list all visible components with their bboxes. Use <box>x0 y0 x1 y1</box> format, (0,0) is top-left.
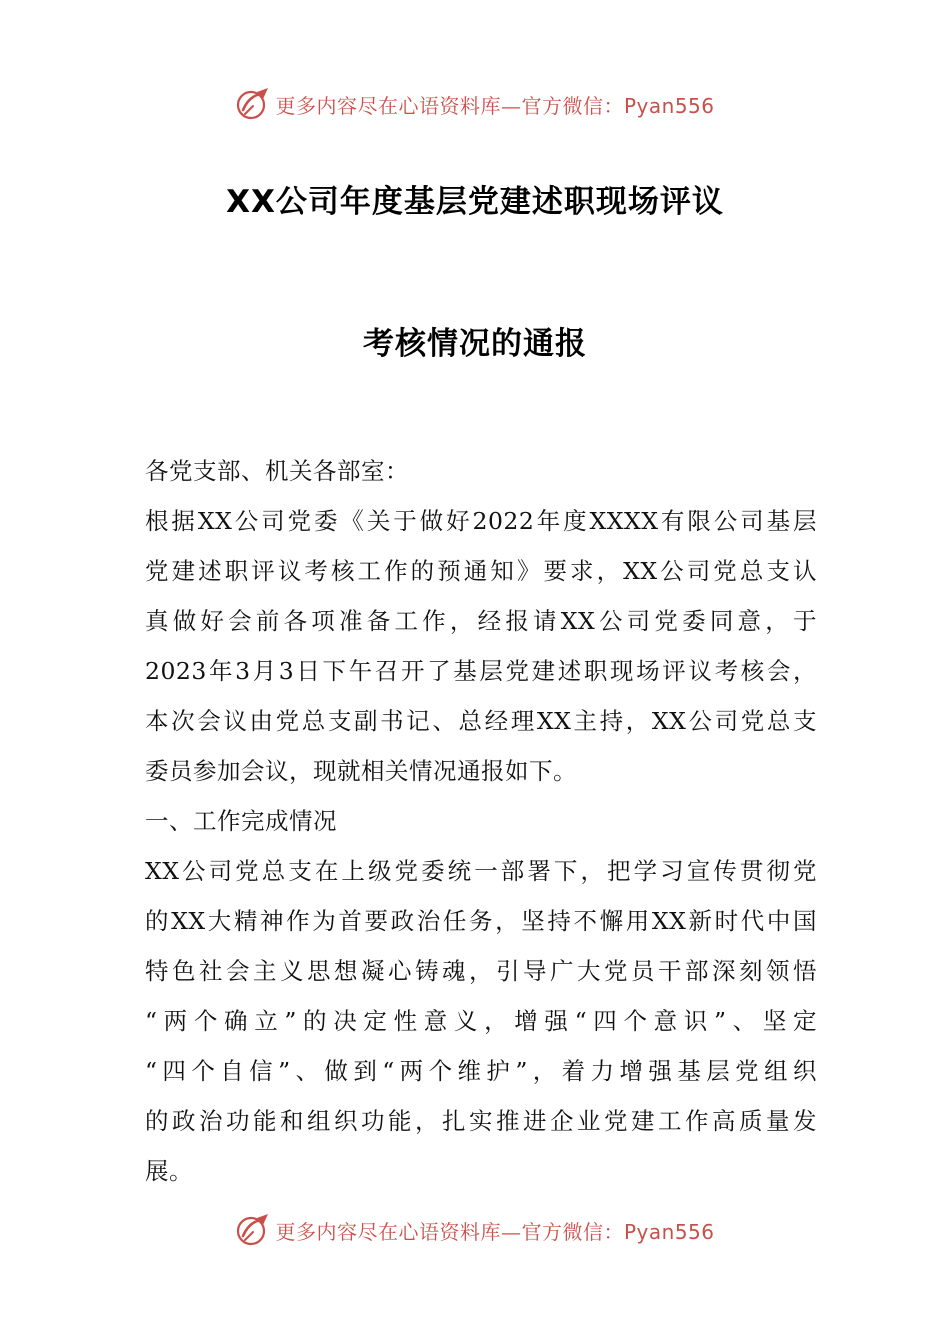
watermark-banner-bottom <box>0 1208 950 1252</box>
body-line: “两个确立”的决定性意义，增强“四个意识”、坚定 <box>145 1007 817 1035</box>
watermark-site: 更多内容尽在心语资料库 <box>275 1219 501 1244</box>
body-line: 各党支部、机关各部室： <box>145 457 409 485</box>
document-body <box>145 446 817 1196</box>
watermark-separator: — <box>500 93 522 118</box>
body-line: XX公司党总支在上级党委统一部署下，把学习宣传贯彻党 <box>145 857 817 885</box>
watermark-text <box>275 90 714 119</box>
body-line: 的政治功能和组织功能，扎实推进企业党建工作高质量发 <box>145 1107 817 1135</box>
section-heading: 一、工作完成情况 <box>145 807 337 835</box>
watermark-contact: 官方微信： <box>521 1219 624 1244</box>
body-line: 党建述职评议考核工作的预通知》要求，XX公司党总支认 <box>145 557 817 585</box>
watermark-wechat: Pyan556 <box>623 1219 715 1244</box>
body-line: 根据XX公司党委《关于做好2022年度XXXX有限公司基层 <box>145 507 817 535</box>
watermark-banner-top <box>0 82 950 126</box>
body-line: 2023年3月3日下午召开了基层党建述职现场评议考核会， <box>145 657 817 685</box>
pen-logo-icon <box>235 86 271 122</box>
watermark-wechat: Pyan556 <box>623 93 715 118</box>
document-title-line-1: XX公司年度基层党建述职现场评议 <box>226 184 724 220</box>
body-line: 真做好会前各项准备工作，经报请XX公司党委同意，于 <box>145 607 817 635</box>
body-line: 本次会议由党总支副书记、总经理XX主持，XX公司党总支 <box>145 707 817 735</box>
watermark-site: 更多内容尽在心语资料库 <box>275 93 501 118</box>
pen-logo-icon <box>235 1212 271 1248</box>
body-line: 展。 <box>145 1157 193 1185</box>
body-line: “四个自信”、做到“两个维护”，着力增强基层党组织 <box>145 1057 817 1085</box>
watermark-separator: — <box>500 1219 522 1244</box>
body-line: 的XX大精神作为首要政治任务，坚持不懈用XX新时代中国 <box>145 907 817 935</box>
watermark-contact: 官方微信： <box>521 93 624 118</box>
watermark-text <box>275 1216 714 1245</box>
body-line: 委员参加会议，现就相关情况通报如下。 <box>145 757 577 785</box>
body-line: 特色社会主义思想凝心铸魂，引导广大党员干部深刻领悟 <box>145 957 817 985</box>
document-title-line-2: 考核情况的通报 <box>363 326 587 362</box>
